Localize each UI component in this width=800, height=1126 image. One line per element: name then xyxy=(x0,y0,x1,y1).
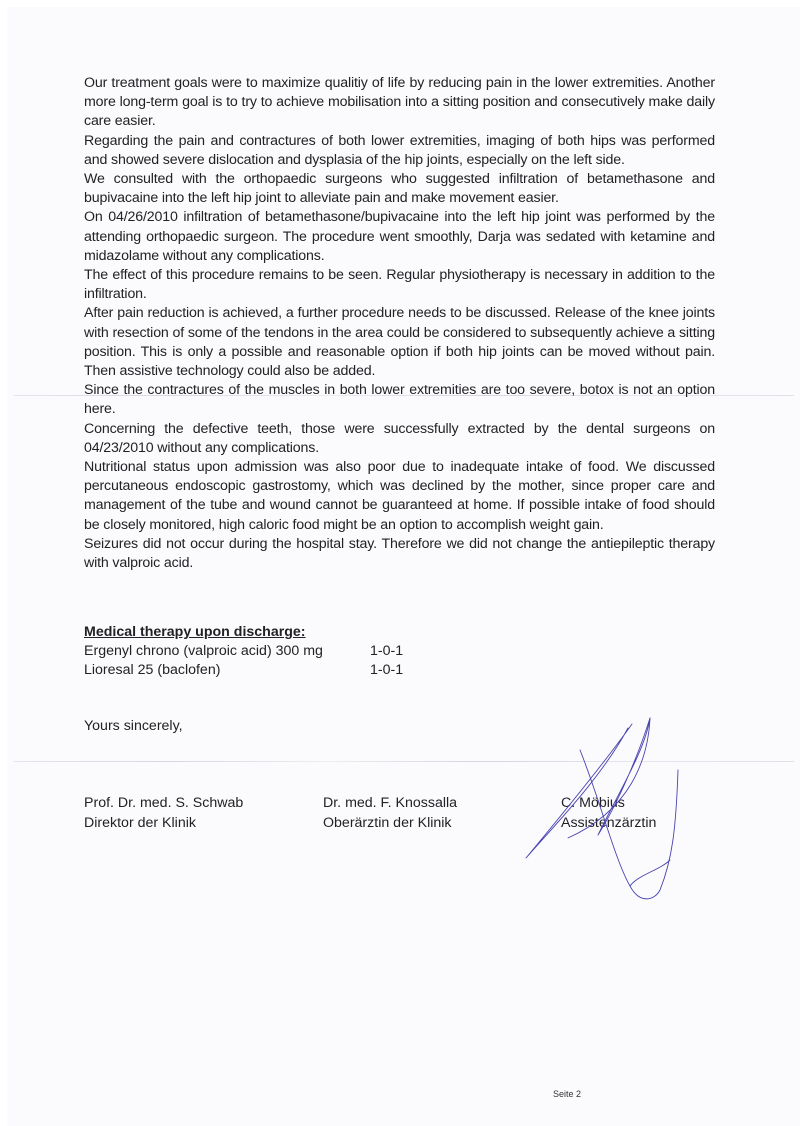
therapy-heading: Medical therapy upon discharge: xyxy=(84,624,306,640)
signer-name: C. Möbius xyxy=(561,795,625,811)
signer-title: Oberärztin der Klinik xyxy=(323,814,452,831)
paragraph-botox: Since the contractures of the muscles in both lower extremities are too severe, botox is not an option here. xyxy=(84,382,715,418)
paragraph-treatment-goals: Our treatment goals were to maximize qualitiy of life by reducing pain in the lower extremities. Another more long-term goal is to try to achieve mobilisation into a sitting position and consecutively make daily care easier. xyxy=(84,75,715,130)
signer-title: Direktor der Klinik xyxy=(84,814,196,831)
paragraph-further-procedure: After pain reduction is achieved, a further procedure needs to be discussed. Release of the knee joints with resection of some of the tendons in the area could be considered to subsequently achieve a sitting position. This is only a possible and reasonable option if both hip joints can be moved without pain. Then assistive technology could also be added. xyxy=(84,305,715,380)
paragraph-infiltration: On 04/26/2010 infiltration of betamethasone/bupivacaine into the left hip joint was performed by the attending orthopaedic surgeon. The procedure went smoothly, Darja was sedated with ketamine and midazolame without any complications. xyxy=(84,209,715,264)
therapy-drug: Ergenyl chrono (valproic acid) 300 mg xyxy=(84,643,323,660)
signer-title: Assistenzärztin xyxy=(561,814,657,831)
paragraph-nutrition: Nutritional status upon admission was also poor due to inadequate intake of food. We discussed percutaneous endoscopic gastrostomy, which was declined by the mother, since proper care and management of the tube and wound cannot be guaranteed at home. If possible intake of food should be closely monitored, high caloric food might be an option to accomplish weight gain. xyxy=(84,459,715,533)
handwritten-signature xyxy=(510,710,690,910)
paragraph-effect: The effect of this procedure remains to be seen. Regular physiotherapy is necessary in addition to the infiltration. xyxy=(84,267,715,303)
therapy-item xyxy=(84,661,403,680)
therapy-dosage: 1-0-1 xyxy=(370,643,404,660)
signer-senior-physician xyxy=(323,794,457,833)
therapy-item xyxy=(84,642,403,661)
discharge-therapy xyxy=(84,623,403,681)
signer-director xyxy=(84,794,243,833)
paragraph-hip-imaging: Regarding the pain and contractures of both lower extremities, imaging of both hips was performed and showed severe dislocation and dysplasia of the hip joints, especially on the left side. xyxy=(84,132,715,168)
signer-name: Dr. med. F. Knossalla xyxy=(323,795,458,811)
paragraph-orthopaedic-consult: We consulted with the orthopaedic surgeons who suggested infiltration of betamethasone and bupivacaine into the left hip joint to alleviate pain and make movement easier. xyxy=(84,171,715,207)
letter-body xyxy=(84,74,715,573)
signer-name: Prof. Dr. med. S. Schwab xyxy=(84,795,244,811)
page-number: Seite 2 xyxy=(553,1089,582,1099)
closing-salutation: Yours sincerely, xyxy=(84,718,183,734)
paragraph-teeth: Concerning the defective teeth, those were successfully extracted by the dental surgeons on 04/23/2010 without any complications. xyxy=(84,420,715,456)
paragraph-seizures: Seizures did not occur during the hospital stay. Therefore we did not change the antiepileptic therapy with valproic acid. xyxy=(84,535,715,572)
therapy-dosage: 1-0-1 xyxy=(370,662,404,679)
therapy-drug: Lioresal 25 (baclofen) xyxy=(84,662,221,679)
